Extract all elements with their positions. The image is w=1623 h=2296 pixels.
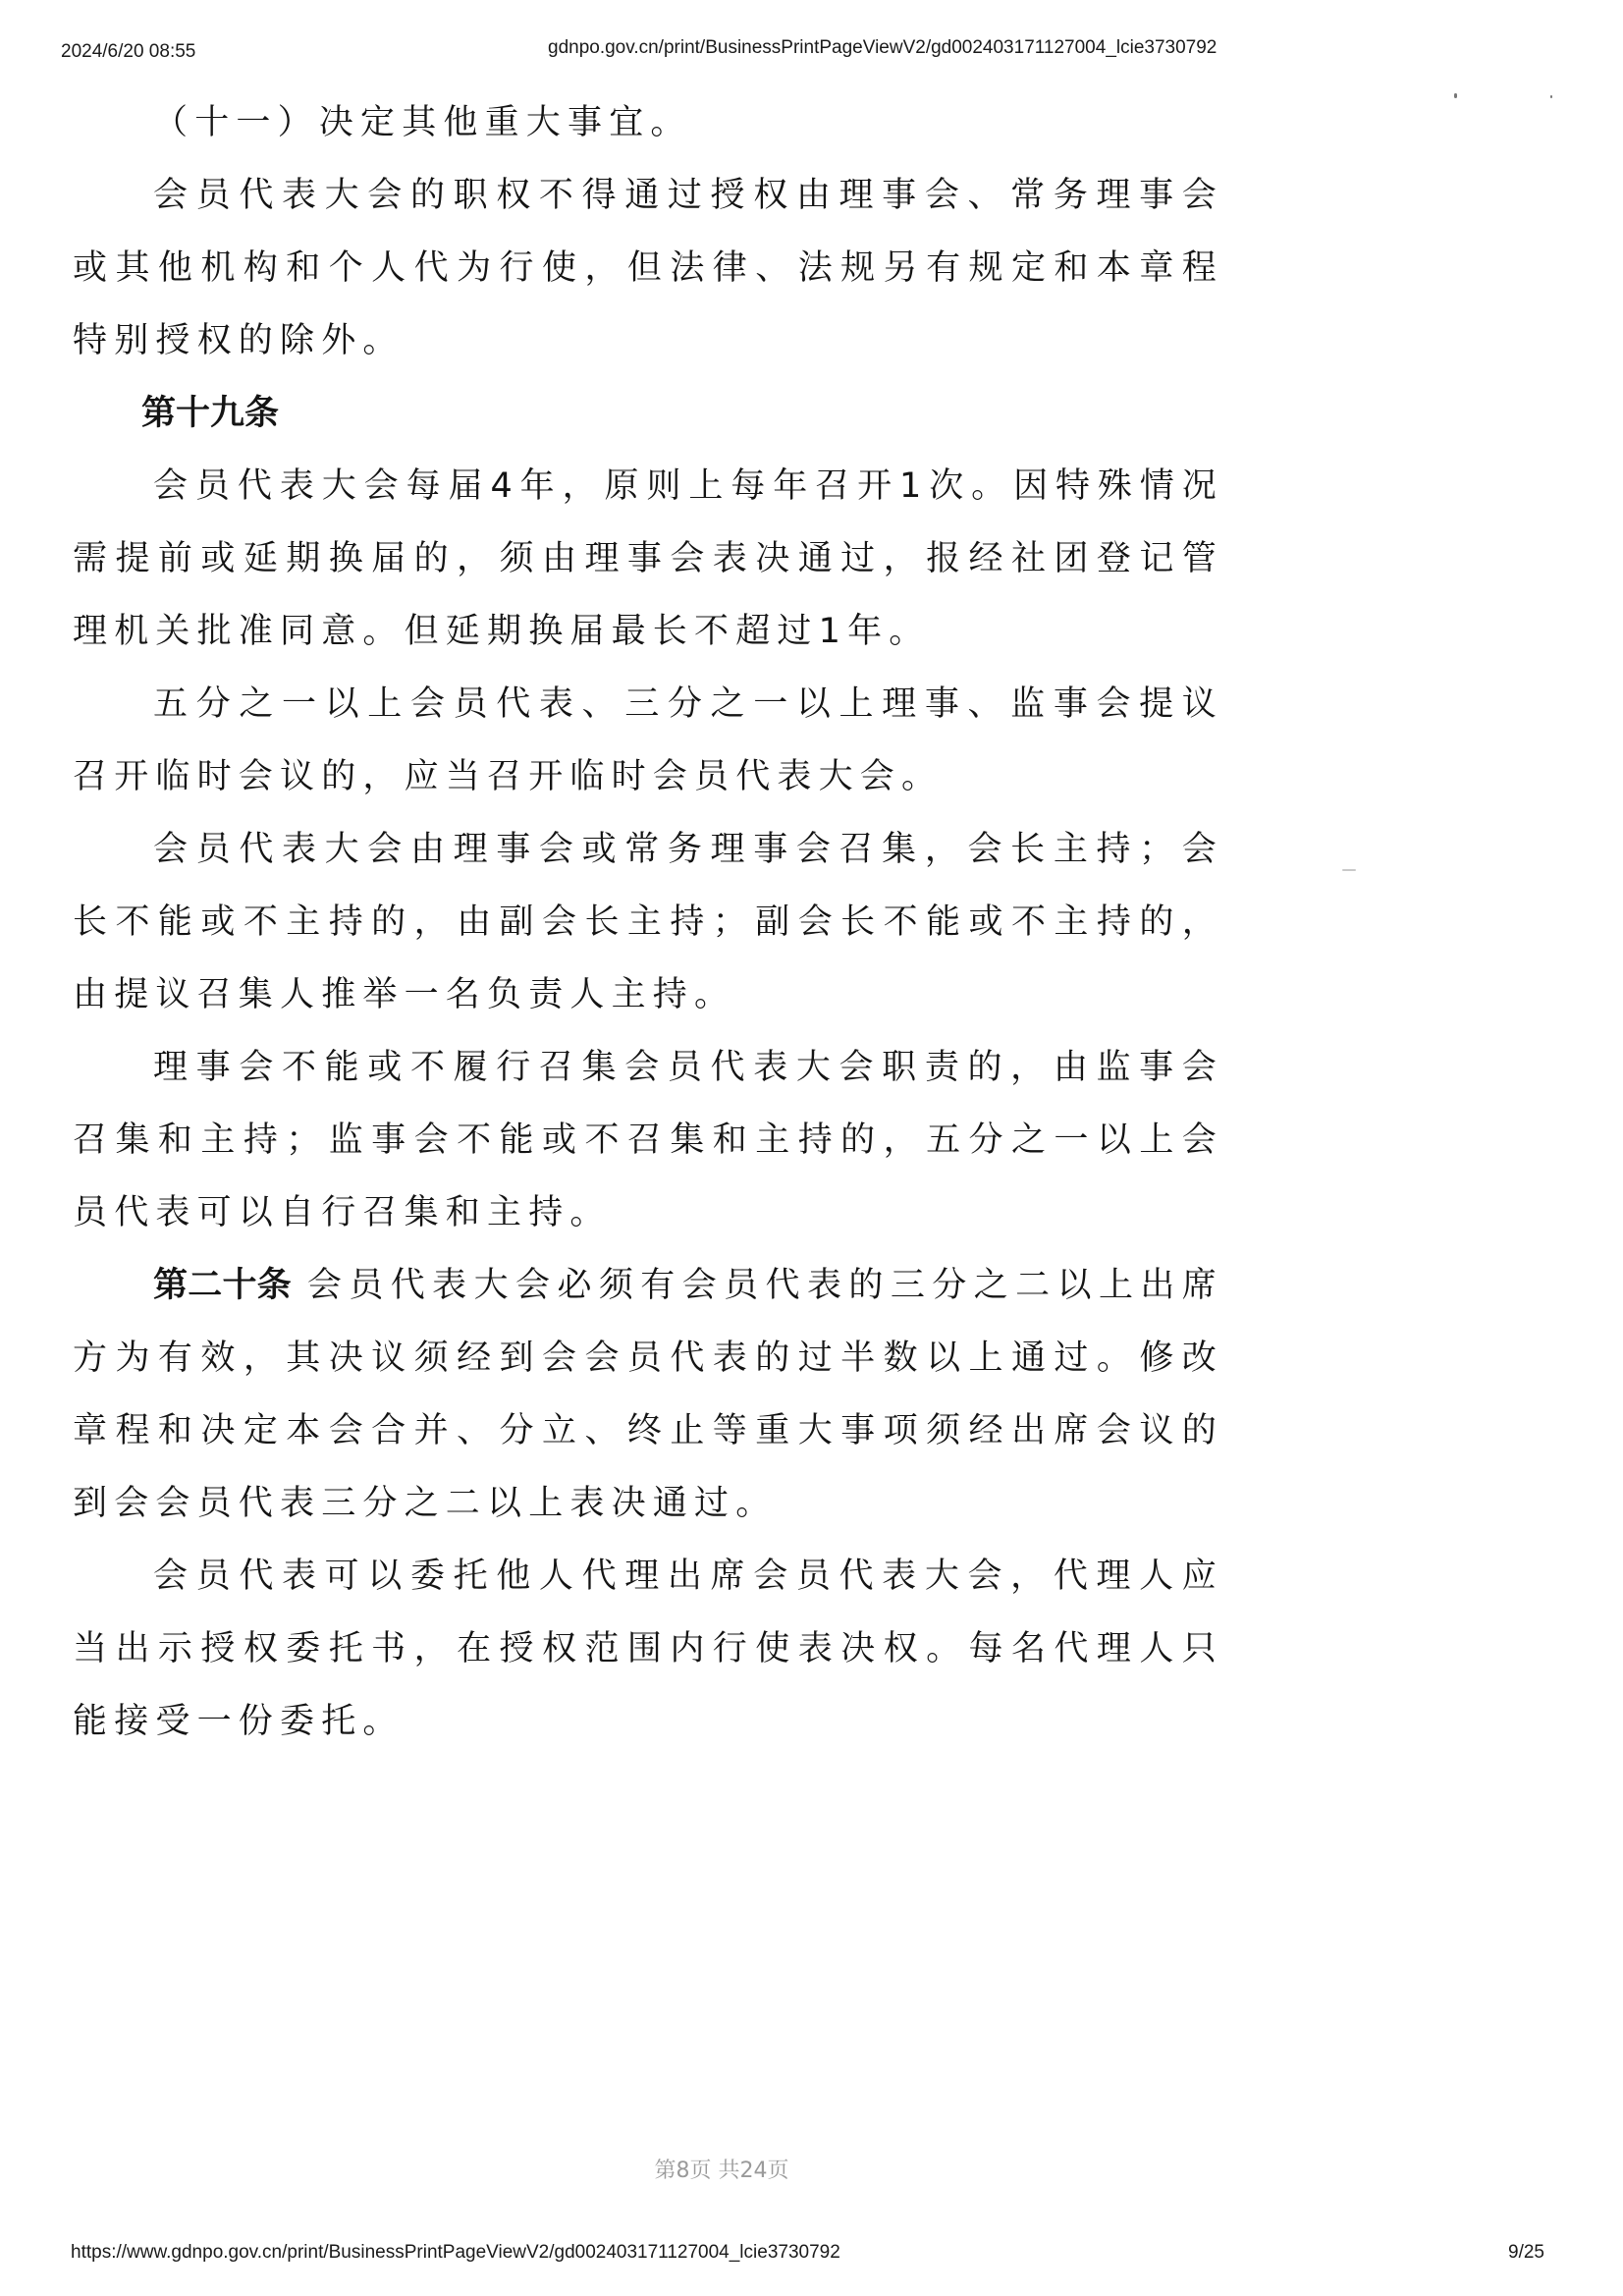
document-body (73, 86, 1223, 1758)
article-20-text: 会员代表大会必须有会员代表的三分之二以上出席方为有效，其决议须经到会会员代表的过半数以上通过。修改章程和决定本会合并、分立、终止等重大事项须经出席会议的到会会员代表三分之二以上表决通过。 (73, 1266, 1223, 1523)
paragraph-extraordinary-meeting: 五分之一以上会员代表、三分之一以上理事、监事会提议召开临时会议的，应当召开临时会员代表大会。 (73, 684, 1223, 796)
article-19-heading: 第十九条 (141, 394, 280, 433)
article-20-heading: 第二十条 (153, 1266, 292, 1305)
page-number-mark: 第8页 共24页 (654, 2159, 789, 2183)
print-footer (0, 2242, 1623, 2281)
print-date: 2024/6/20 08:55 (61, 41, 196, 62)
paragraph-item-11: （十一）决定其他重大事宜。 (153, 103, 692, 142)
scan-speck (1550, 95, 1552, 98)
paragraph-term-of-office: 会员代表大会每届4年，原则上每年召开1次。因特殊情况需提前或延期换届的，须由理事会表决通过，报经社团登记管理机关批准同意。但延期换届最长不超过1年。 (73, 466, 1223, 651)
paragraph-convening: 会员代表大会由理事会或常务理事会召集，会长主持；会长不能或不主持的，由副会长主持；副会长不能或不主持的，由提议召集人推举一名负责人主持。 (73, 830, 1223, 1014)
paragraph-powers-not-delegable: 会员代表大会的职权不得通过授权由理事会、常务理事会或其他机构和个人代为行使，但法律、法规另有规定和本章程特别授权的除外。 (73, 176, 1223, 360)
scan-speck (1454, 93, 1457, 98)
footer-url: https://www.gdnpo.gov.cn/print/BusinessPrintPageViewV2/gd002403171127004_lcie3730792 (71, 2242, 840, 2263)
paragraph-article-20 (73, 1249, 1223, 1540)
paragraph-supervisory-convening: 理事会不能或不履行召集会员代表大会职责的，由监事会召集和主持；监事会不能或不召集和主持的，五分之一以上会员代表可以自行召集和主持。 (73, 1048, 1223, 1232)
print-url: gdnpo.gov.cn/print/BusinessPrintPageViewV2/gd002403171127004_lcie3730792 (548, 37, 1217, 58)
scan-speck (1342, 869, 1356, 871)
print-header (0, 35, 1623, 75)
paragraph-proxy: 会员代表可以委托他人代理出席会员代表大会，代理人应当出示授权委托书，在授权范围内行使表决权。每名代理人只能接受一份委托。 (73, 1557, 1223, 1741)
footer-page-count: 9/25 (1508, 2242, 1544, 2263)
